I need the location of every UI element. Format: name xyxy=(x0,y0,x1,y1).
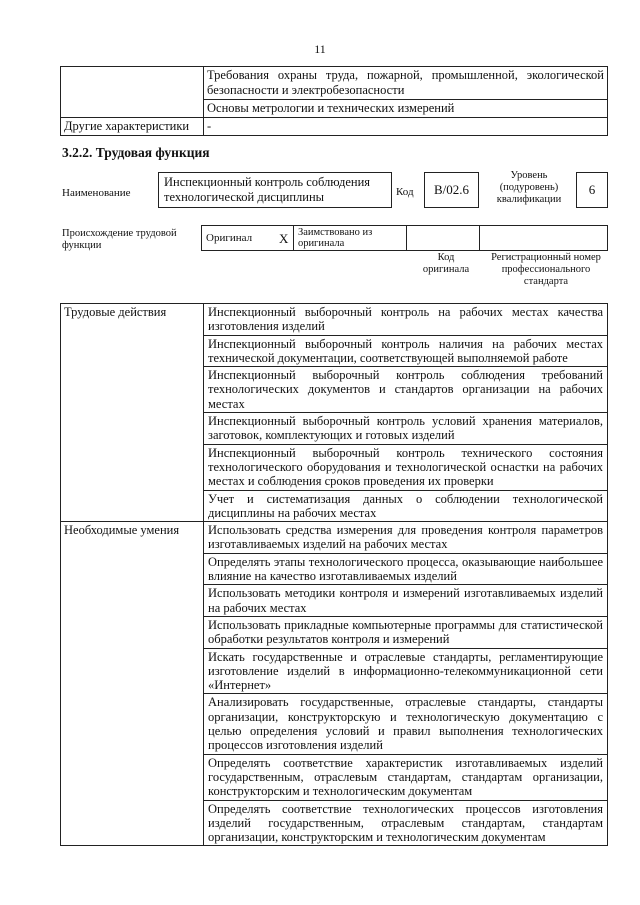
page-number: 11 xyxy=(314,42,326,56)
skill-item: Определять этапы технологического процесса, оказывающие наибольшее влияние на качество изготавливаемых изделий xyxy=(204,553,608,585)
table-row xyxy=(202,226,608,251)
section-title: 3.2.2. Трудовая функция xyxy=(62,145,210,160)
table-row xyxy=(61,522,608,554)
level-label: Уровень (подуровень) квалификации xyxy=(496,170,562,205)
category-cell xyxy=(61,67,204,118)
table-row xyxy=(61,67,608,100)
code-label: Код xyxy=(396,186,414,198)
labor-action-item: Инспекционный выборочный контроль наличия на рабочих местах технической документации, соответствующей выполняемой работе xyxy=(204,335,608,367)
function-name-box: Инспекционный контроль соблюдения технологической дисциплины xyxy=(158,172,392,208)
registration-number-cell xyxy=(479,226,607,251)
skill-item: Искать государственные и отраслевые стандарты, регламентирующие изготовление изделий в информационно-телекоммуникационной сети «Интернет» xyxy=(204,648,608,694)
labor-action-item: Инспекционный выборочный контроль соблюдения требований технологических документов и стандартов организации на рабочих местах xyxy=(204,367,608,413)
table-row xyxy=(61,118,608,136)
table-row xyxy=(61,304,608,336)
category-cell: Другие характеристики xyxy=(61,118,204,136)
skill-item: Определять соответствие характеристик изготавливаемых изделий государственным, отраслевым стандартам, стандартам организации, конструкторским и технологическим документам xyxy=(204,754,608,800)
description-cell: Основы метрологии и технических измерений xyxy=(204,100,608,118)
origin-table xyxy=(201,225,608,251)
skill-item: Использовать прикладные компьютерные программы для статистической обработки результатов контроля и измерений xyxy=(204,616,608,648)
labor-action-item: Инспекционный выборочный контроль условий хранения материалов, заготовок, комплектующих и готовых изделий xyxy=(204,413,608,445)
original-code-cell xyxy=(406,226,479,251)
level-box: 6 xyxy=(576,172,608,208)
skill-item: Использовать средства измерения для проведения контроля параметров изготавливаемых изделий на рабочих местах xyxy=(204,522,608,554)
original-cell: Оригинал xyxy=(202,226,275,251)
skills-label: Необходимые умения xyxy=(61,522,204,846)
original-mark: X xyxy=(274,226,293,251)
skill-item: Анализировать государственные, отраслевые стандарты, стандарты организации, конструкторскую и технологическую документацию с целью определения условий и правил выполнения технологических процессов изготовления изделий xyxy=(204,694,608,754)
registration-caption: Регистрационный номер профессионального стандарта xyxy=(491,252,601,287)
origin-label: Происхождение трудовой функции xyxy=(62,228,177,251)
labor-action-item: Инспекционный выборочный контроль технического состояния технологического оборудования и технологической оснастки на рабочих местах и соблюдения сроков проведения их проверки xyxy=(204,444,608,490)
main-table xyxy=(60,303,608,846)
code-caption: Код оригинала xyxy=(422,252,470,275)
labor-action-item: Учет и систематизация данных о соблюдении технологической дисциплины на рабочих местах xyxy=(204,490,608,522)
top-table xyxy=(60,66,608,136)
name-label: Наименование xyxy=(62,187,131,199)
description-cell: Требования охраны труда, пожарной, промышленной, экологической безопасности и электробезопасности xyxy=(204,67,608,100)
borrowed-cell: Заимствовано из оригинала xyxy=(293,226,406,251)
description-cell: - xyxy=(204,118,608,136)
labor-action-item: Инспекционный выборочный контроль на рабочих местах качества изготовления изделий xyxy=(204,304,608,336)
code-box: B/02.6 xyxy=(424,172,479,208)
labor-actions-label: Трудовые действия xyxy=(61,304,204,522)
skill-item: Использовать методики контроля и измерений изготавливаемых изделий на рабочих местах xyxy=(204,585,608,617)
skill-item: Определять соответствие технологических процессов изготовления изделий государственным, отраслевым стандартам, стандартам организации, конструкторским и технологическим документам xyxy=(204,800,608,846)
